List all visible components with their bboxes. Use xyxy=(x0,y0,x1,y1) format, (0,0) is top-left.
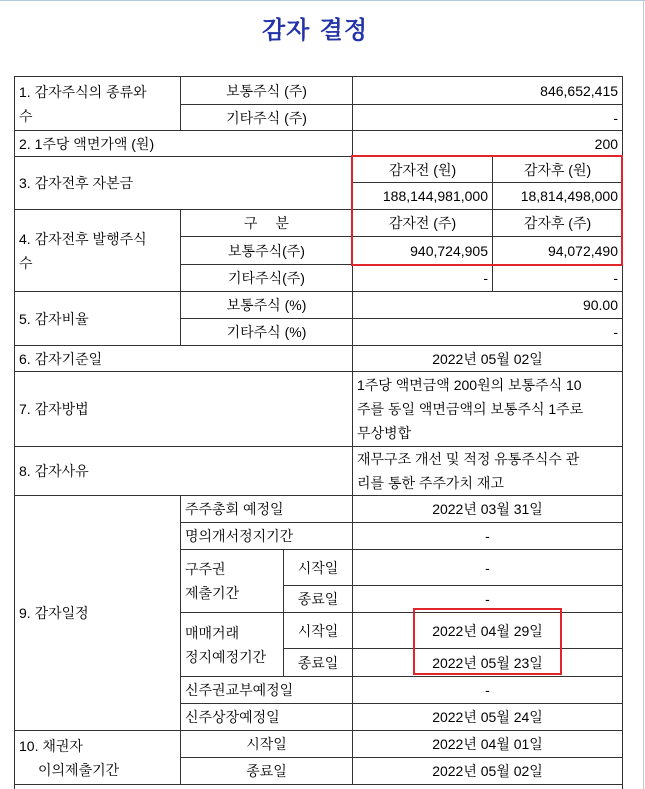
sublabel-creditor-end: 종료일 xyxy=(181,758,353,785)
sublabel-other-shares: 기타주식 (주) xyxy=(181,105,353,131)
value-new-certificates: - xyxy=(353,677,623,704)
row-ratio-common xyxy=(15,292,623,319)
sublabel-agm: 주주총회 예정일 xyxy=(181,496,353,523)
label-creditor-objection xyxy=(15,731,181,785)
label-reduction-ratio: 5. 감자비율 xyxy=(15,292,181,346)
row-reason xyxy=(15,447,623,496)
label-par-value: 2. 1주당 액면가액 (원) xyxy=(15,131,353,157)
label-capital: 3. 감자전후 자본금 xyxy=(15,157,353,210)
value-old-certificates-end: - xyxy=(353,586,623,613)
sublabel-old-certificates-start: 시작일 xyxy=(284,550,353,586)
value-capital-after: 18,814,498,000 xyxy=(493,183,623,210)
sublabel-trading-halt-end: 종료일 xyxy=(284,649,353,677)
label-shares-to-reduce xyxy=(15,77,181,131)
text-line: 무상병합 xyxy=(357,425,412,441)
value-reason xyxy=(353,447,623,496)
value-record-date: 2022년 05월 02일 xyxy=(353,346,623,372)
label-line: 정지예정기간 xyxy=(185,648,267,665)
value-issued-other-before: - xyxy=(353,265,493,292)
top-rule xyxy=(0,0,645,1)
row-issued-header xyxy=(15,210,623,237)
label-issued-shares xyxy=(15,210,181,292)
row-shares-common xyxy=(15,77,623,105)
header-issued-after: 감자후 (주) xyxy=(493,210,623,237)
label-line: 4. 감자전후 발행주식 xyxy=(19,230,147,247)
label-line: 수 xyxy=(19,107,33,124)
row-creditor-start xyxy=(15,731,623,758)
value-issued-other-after: - xyxy=(493,265,623,292)
label-line: 제출기간 xyxy=(185,585,240,601)
label-line: 이의제출기간 xyxy=(38,761,120,778)
sublabel-issued-other: 기타주식(주) xyxy=(181,265,353,292)
value-issued-common-after: 94,072,490 xyxy=(493,237,623,265)
sublabel-creditor-start: 시작일 xyxy=(181,731,353,758)
value-capital-before: 188,144,981,000 xyxy=(353,183,493,210)
sublabel-issued-common: 보통주식(주) xyxy=(181,237,353,265)
value-trading-halt-end: 2022년 05월 23일 xyxy=(353,649,623,677)
text-line: 리를 통한 주주가치 재고 xyxy=(357,475,504,491)
header-division: 구 분 xyxy=(181,210,353,237)
text-line: 재무구조 개선 및 적정 유통주식수 관 xyxy=(357,451,580,467)
value-trading-halt-start: 2022년 04월 29일 xyxy=(353,613,623,649)
sublabel-new-certificates: 신주권교부예정일 xyxy=(181,677,353,704)
sublabel-common-shares: 보통주식 (주) xyxy=(181,77,353,105)
sublabel-ratio-common: 보통주식 (%) xyxy=(181,292,353,319)
label-line: 10. 채권자 xyxy=(19,737,83,754)
value-common-shares: 846,652,415 xyxy=(353,77,623,105)
label-line: 구주권 xyxy=(185,561,226,577)
row-schedule-agm xyxy=(15,496,623,523)
value-other-shares: - xyxy=(353,105,623,131)
row-par-value xyxy=(15,131,623,157)
label-record-date: 6. 감자기준일 xyxy=(15,346,353,372)
value-register-closure: - xyxy=(353,523,623,550)
header-capital-before: 감자전 (원) xyxy=(353,157,493,183)
sublabel-new-listing: 신주상장예정일 xyxy=(181,704,353,731)
row-cut-off xyxy=(15,785,623,789)
label-line: 매매거래 xyxy=(185,624,240,641)
sublabel-ratio-other: 기타주식 (%) xyxy=(181,319,353,346)
text-line: 주를 동일 액면금액의 보통주식 1주로 xyxy=(357,401,584,417)
label-method: 7. 감자방법 xyxy=(15,372,353,447)
header-capital-after: 감자후 (원) xyxy=(493,157,623,183)
value-par-value: 200 xyxy=(353,131,623,157)
cut-off-cell xyxy=(15,785,623,789)
row-record-date xyxy=(15,346,623,372)
sublabel-old-certificates xyxy=(181,550,284,613)
page-title: 감자 결정 xyxy=(261,15,369,44)
label-reason: 8. 감자사유 xyxy=(15,447,353,496)
disclosure-table xyxy=(14,76,623,789)
sublabel-old-certificates-end: 종료일 xyxy=(284,586,353,613)
label-line: 수 xyxy=(19,254,33,271)
value-ratio-other: - xyxy=(353,319,623,346)
label-line: 1. 감자주식의 종류와 xyxy=(19,83,147,100)
value-agm: 2022년 03월 31일 xyxy=(353,496,623,523)
value-ratio-common: 90.00 xyxy=(353,292,623,319)
value-creditor-start: 2022년 04월 01일 xyxy=(353,731,623,758)
value-method xyxy=(353,372,623,447)
value-new-listing: 2022년 05월 24일 xyxy=(353,704,623,731)
frame-edge xyxy=(643,0,644,789)
value-old-certificates-start: - xyxy=(353,550,623,586)
value-creditor-end: 2022년 05월 02일 xyxy=(353,758,623,785)
text-line: 1주당 액면금액 200원의 보통주식 10 xyxy=(357,377,582,393)
value-issued-common-before: 940,724,905 xyxy=(353,237,493,265)
sublabel-register-closure: 명의개서정지기간 xyxy=(181,523,353,550)
sublabel-trading-halt xyxy=(181,613,284,677)
label-schedule: 9. 감자일정 xyxy=(15,496,181,731)
sublabel-trading-halt-start: 시작일 xyxy=(284,613,353,649)
row-capital-header xyxy=(15,157,623,183)
header-issued-before: 감자전 (주) xyxy=(353,210,493,237)
row-method xyxy=(15,372,623,447)
